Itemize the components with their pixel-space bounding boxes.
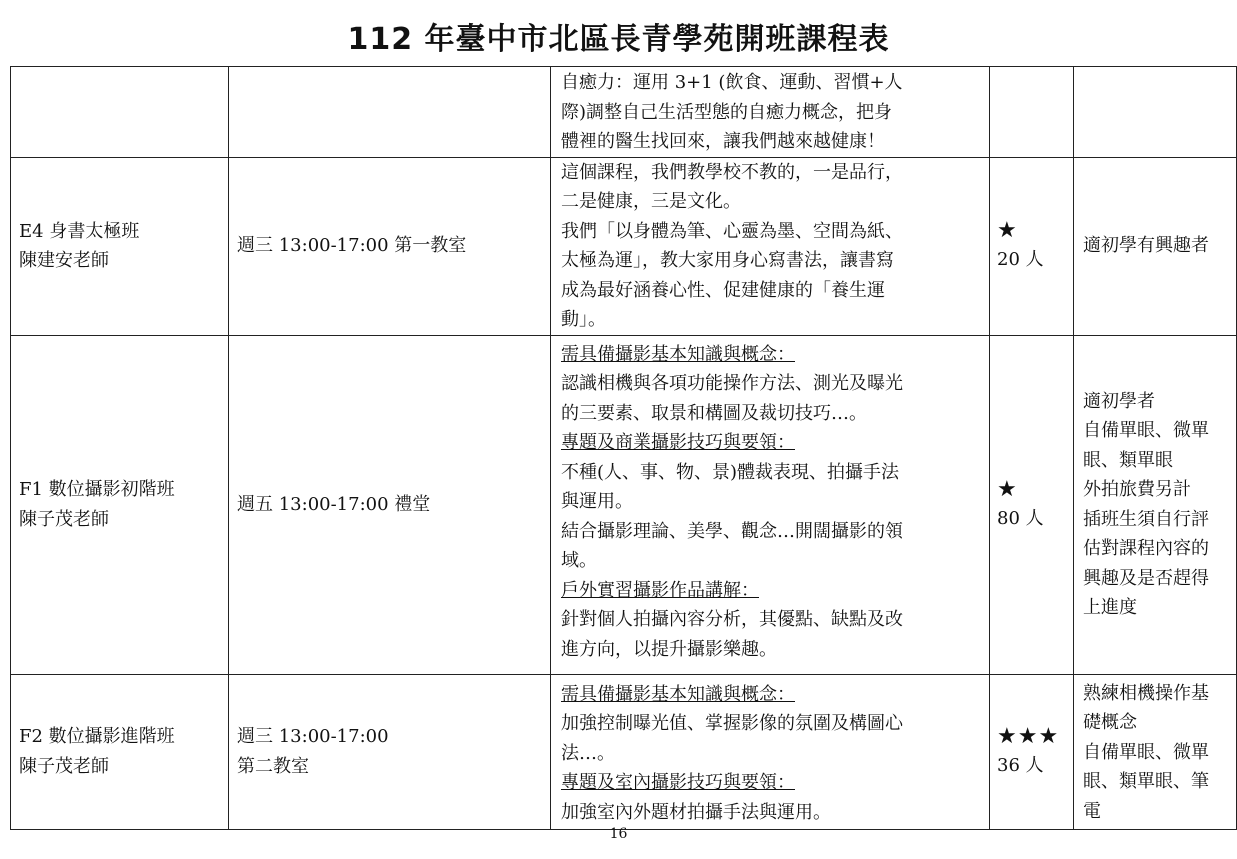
target-audience-line: 適初學者 — [1083, 390, 1155, 412]
target-audience-line: 外拍旅費另計 — [1083, 479, 1191, 500]
page-title: 112 年臺中市北區長青學苑開班課程表 — [347, 22, 890, 57]
target-audience-line: 礎概念 — [1083, 712, 1137, 733]
difficulty-stars: ★ — [997, 218, 1018, 244]
teacher-name: 陳建安老師 — [19, 250, 109, 271]
description-line: 結合攝影理論、美學、觀念…開闊攝影的領 — [561, 520, 903, 542]
classroom: 第二教室 — [237, 755, 309, 777]
target-audience-line: 眼、類單眼、筆 — [1083, 771, 1209, 792]
description-heading: 需具備攝影基本知識與概念： — [561, 343, 795, 365]
target-audience-line: 插班生須自行評 — [1083, 508, 1209, 530]
description-line: 太極為運」，教大家用身心寫書法，讓書寫 — [561, 250, 894, 271]
description-line: 加強控制曝光值、掌握影像的氛圍及構圖心 — [561, 713, 903, 734]
course-description-cell — [551, 67, 990, 158]
course-name-cell — [11, 67, 229, 158]
description-line: 法…。 — [561, 742, 615, 764]
target-audience-line: 上進度 — [1083, 597, 1137, 618]
course-row — [11, 157, 1237, 335]
difficulty-cell — [990, 335, 1074, 674]
course-row — [11, 67, 1237, 158]
teacher-name: 陳子茂老師 — [19, 508, 109, 530]
description-line: 不種(人、事、物、景)體裁表現、拍攝手法 — [561, 461, 900, 483]
description-heading: 專題及商業攝影技巧與要領： — [561, 432, 795, 453]
description-line: 成為最好涵養心性、促建健康的「養生運 — [561, 279, 885, 301]
target-audience-line: 自備單眼、微單 — [1083, 420, 1209, 441]
description-line: 進方向，以提升攝影樂趣。 — [561, 638, 777, 660]
schedule-time-cell — [229, 335, 551, 674]
course-name: F1 數位攝影初階班 — [19, 479, 175, 500]
target-audience-cell — [1074, 157, 1237, 335]
description-line: 域。 — [561, 550, 597, 571]
class-time: 週五 13:00-17:00 禮堂 — [237, 493, 431, 515]
difficulty-cell — [990, 67, 1074, 158]
course-name-cell — [11, 335, 229, 674]
difficulty-stars: ★★★ — [997, 723, 1060, 749]
description-line: 際)調整自己生活型態的自癒力概念，把身 — [561, 101, 893, 123]
target-audience-line: 自備單眼、微單 — [1083, 741, 1209, 763]
description-line: 認識相機與各項功能操作方法、測光及曝光 — [561, 373, 903, 394]
target-audience-cell — [1074, 67, 1237, 158]
description-heading: 專題及室內攝影技巧與要領： — [561, 772, 795, 793]
course-name: E4 身書太極班 — [19, 220, 140, 242]
difficulty-stars: ★ — [997, 476, 1018, 502]
description-line: 針對個人拍攝內容分析，其優點、缺點及改 — [561, 609, 903, 630]
course-schedule-table — [10, 66, 1237, 830]
class-capacity: 36 人 — [997, 754, 1044, 776]
schedule-time-cell — [229, 157, 551, 335]
description-line: 自癒力：運用 3+1 (飲食、運動、習慣+人 — [561, 72, 903, 93]
class-capacity: 80 人 — [997, 507, 1044, 529]
page-number: 16 — [609, 826, 628, 842]
course-name: F2 數位攝影進階班 — [19, 726, 175, 747]
description-line: 的三要素、取景和構圖及裁切技巧…。 — [561, 402, 867, 424]
teacher-name: 陳子茂老師 — [19, 755, 109, 777]
course-description-cell — [551, 674, 990, 829]
target-audience-cell — [1074, 335, 1237, 674]
description-heading: 戶外實習攝影作品講解： — [561, 579, 759, 601]
description-heading: 需具備攝影基本知識與概念： — [561, 683, 795, 705]
description-line: 二是健康，三是文化。 — [561, 191, 741, 212]
difficulty-cell — [990, 157, 1074, 335]
difficulty-cell — [990, 674, 1074, 829]
course-name-cell — [11, 157, 229, 335]
target-audience-line: 熟練相機操作基 — [1083, 682, 1209, 704]
target-audience-line: 估對課程內容的 — [1083, 538, 1209, 559]
course-description-cell — [551, 335, 990, 674]
target-audience-line: 電 — [1083, 800, 1101, 822]
description-line: 動」。 — [561, 309, 606, 330]
schedule-time-cell — [229, 67, 551, 158]
description-line: 我們「以身體為筆、心靈為墨、空間為紙、 — [561, 220, 903, 242]
class-capacity: 20 人 — [997, 249, 1044, 271]
course-row — [11, 674, 1237, 829]
description-line: 這個課程，我們教學校不教的，一是品行， — [561, 161, 903, 183]
description-line: 加強室內外題材拍攝手法與運用。 — [561, 801, 831, 823]
target-audience-line: 適初學有興趣者 — [1083, 235, 1209, 257]
course-row — [11, 335, 1237, 674]
class-time: 週三 13:00-17:00 第一教室 — [237, 235, 467, 257]
description-line: 體裡的醫生找回來，讓我們越來越健康！ — [561, 131, 885, 152]
description-line: 與運用。 — [561, 491, 633, 512]
course-name-cell — [11, 674, 229, 829]
target-audience-cell — [1074, 674, 1237, 829]
target-audience-line: 眼、類單眼 — [1083, 449, 1173, 471]
schedule-time-cell — [229, 674, 551, 829]
class-time: 週三 13:00-17:00 — [237, 726, 389, 747]
target-audience-line: 興趣及是否趕得 — [1083, 567, 1209, 589]
course-description-cell — [551, 157, 990, 335]
